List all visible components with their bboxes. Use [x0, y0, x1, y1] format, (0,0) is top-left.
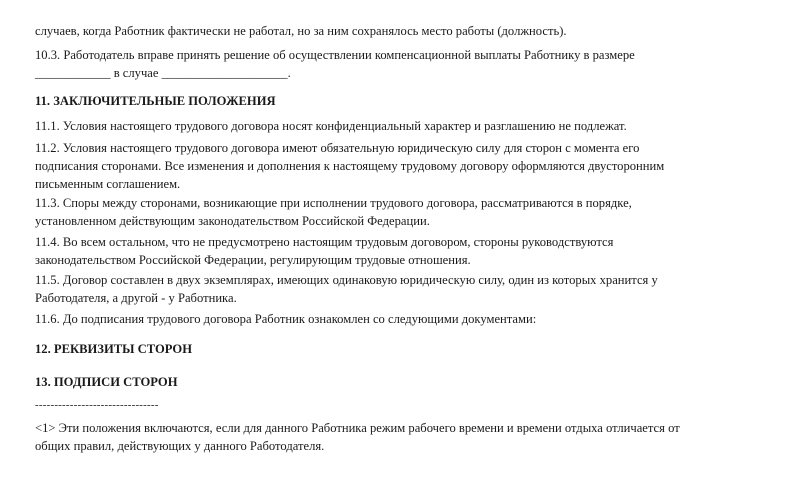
section-heading-11: 11. ЗАКЛЮЧИТЕЛЬНЫЕ ПОЛОЖЕНИЯ [35, 94, 276, 108]
paragraph-11-4-line-1: 11.4. Во всем остальном, что не предусмотрено настоящим трудовым договором, стороны руководствуются [35, 235, 614, 249]
paragraph-11-4-line-2: законодательством Российской Федерации, регулирующим трудовые отношения. [35, 253, 471, 267]
paragraph-continuation: случаев, когда Работник фактически не работал, но за ним сохранялось место работы (должность). [35, 24, 567, 38]
paragraph-11-1: 11.1. Условия настоящего трудового договора носят конфиденциальный характер и разглашению не подлежат. [35, 119, 627, 133]
paragraph-11-2-line-2: подписания сторонами. Все изменения и дополнения к настоящему трудовому договору оформляются двусторонним [35, 159, 665, 173]
footnote-1-line-2: общих правил, действующих у данного Работодателя. [35, 439, 325, 453]
paragraph-11-3-line-1: 11.3. Споры между сторонами, возникающие при исполнении трудового договора, рассматриваются в порядке, [35, 196, 632, 210]
paragraph-10-3-line-2: ____________ в случае ____________________. [35, 66, 291, 80]
paragraph-11-5-line-2: Работодателя, а другой - у Работника. [35, 291, 237, 305]
section-heading-13: 13. ПОДПИСИ СТОРОН [35, 375, 178, 389]
paragraph-11-6: 11.6. До подписания трудового договора Работник ознакомлен со следующими документами: [35, 312, 537, 326]
paragraph-11-2-line-1: 11.2. Условия настоящего трудового договора имеют обязательную юридическую силу для сторон с момента его [35, 141, 640, 155]
paragraph-10-3-line-1: 10.3. Работодатель вправе принять решение об осуществлении компенсационной выплаты Работнику в размере [35, 48, 635, 62]
footnote-1-line-1: <1> Эти положения включаются, если для данного Работника режим рабочего времени и времени отдыха отличается от [35, 421, 680, 435]
paragraph-11-3 [35, 194, 632, 230]
footnote-separator: -------------------------------- [35, 399, 159, 411]
section-heading-12: 12. РЕКВИЗИТЫ СТОРОН [35, 342, 193, 356]
paragraph-11-2-line-3: письменным соглашением. [35, 177, 181, 191]
paragraph-11-4 [35, 233, 613, 269]
paragraph-11-5 [35, 271, 658, 307]
paragraph-11-5-line-1: 11.5. Договор составлен в двух экземплярах, имеющих одинаковую юридическую силу, один из которых хранится у [35, 273, 658, 287]
paragraph-10-3 [35, 46, 635, 82]
paragraph-11-3-line-2: установленном действующим законодательством Российской Федерации. [35, 214, 430, 228]
paragraph-11-2 [35, 139, 664, 193]
footnote-1 [35, 419, 680, 455]
